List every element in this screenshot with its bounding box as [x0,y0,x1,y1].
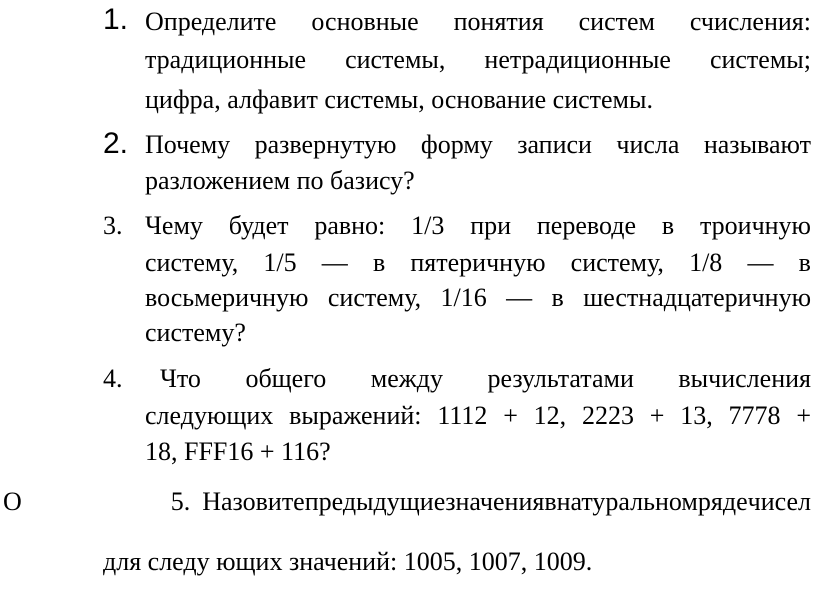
item-1-line-3: цифра, алфавит системы, основание системы. [145,85,653,114]
item-2-line-1: Почему развернутую форму записи числа называют [145,130,811,159]
item-3-line-2: систему, 1/5 — в пятеричную систему, 1/8 — в [145,248,811,277]
item-5-line-2: для следу ющих значений: 1005, 1007, 1009. [103,547,593,576]
item-4-line-3: 18, FFF16 + 116? [145,437,331,466]
item-3-line-4: систему? [145,318,246,347]
item-1-line-2: традиционные системы, нетрадиционные системы; [145,45,811,74]
item-2-number: 2. [103,127,129,160]
item-5-number: О 5. [3,487,191,516]
item-3-line-1: Чему будет равно: 1/3 при переводе в троичную [145,211,811,240]
item-4-line-2: следующих выражений: 1112 + 12, 2223 + 13, 7778 + [145,401,811,430]
item-3-number: 3. [103,211,123,240]
item-3-line-3: восьмеричную систему, 1/16 — в шестнадцатеричную [145,283,811,312]
item-1-number: 1. [103,3,129,36]
item-4-number: 4. [103,364,123,393]
item-2-line-2: разложением по базису? [145,166,415,195]
item-5-line-1: О 5. Назовите предыдущие значения в натуральном ряде чисел [3,485,811,519]
item-4-line-1: Что общего между результатами вычисления [160,364,811,393]
item-1-line-1: Определите основные понятия систем счисления: [145,7,811,36]
